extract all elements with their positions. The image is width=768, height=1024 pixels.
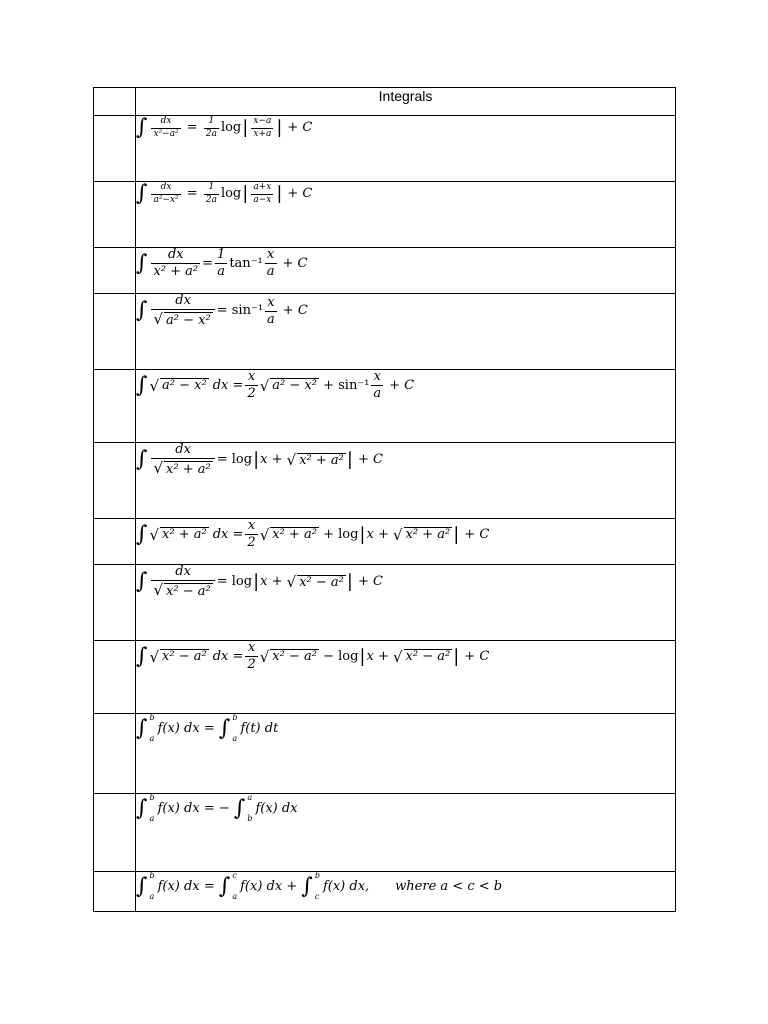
integral-sign: ∫	[218, 873, 231, 899]
integral-sign: ∫	[136, 250, 148, 276]
upper-limit: b	[149, 713, 155, 722]
formula	[136, 714, 278, 744]
formula-cell	[136, 248, 676, 294]
equals: =	[232, 377, 244, 393]
operator: +	[323, 377, 334, 393]
integral-sign: ∫	[233, 795, 246, 821]
operator: − log	[323, 648, 359, 664]
formula: ∫ $\frac{dx}{\text{√ x² − a²}}$ = log | x + √ x² − a² | + C	[136, 564, 383, 600]
frac-num: dx	[167, 247, 184, 262]
formula-tail: + C	[464, 526, 490, 542]
formula: ∫ $\frac{dx}{\text{√ x² + a²}}$ = log | x + √ x² + a² | + C	[136, 442, 383, 478]
index-cell	[94, 294, 136, 370]
index-cell	[94, 116, 136, 182]
log-fn: log	[220, 185, 242, 201]
table-row	[94, 182, 676, 248]
table-header: Integrals	[136, 88, 676, 116]
arg-num: x	[267, 294, 275, 310]
formula-cell	[136, 182, 676, 248]
arg-num: x	[373, 369, 381, 384]
radicand: x² + a²	[299, 452, 344, 468]
integral-sign: ∫	[136, 795, 148, 821]
half-den: 2	[247, 386, 256, 402]
radicand: x² − a²	[405, 649, 451, 665]
log-fn: log	[220, 119, 242, 135]
frac-num: dx	[175, 442, 191, 457]
coef-num: 1	[217, 247, 226, 262]
index-cell	[94, 519, 136, 565]
log-fn: log	[231, 574, 253, 590]
arg-den: a	[373, 386, 382, 402]
formula-tail: + C	[282, 255, 308, 271]
formula-tail: + C	[389, 377, 415, 393]
formula-cell	[136, 519, 676, 565]
formula-tail: + C	[282, 303, 308, 319]
function-name: sin⁻¹	[338, 377, 370, 393]
integrand: f(x) dx	[157, 800, 200, 816]
table-row	[94, 294, 676, 370]
equals: = −	[203, 800, 230, 816]
integral-sign: ∫	[136, 447, 148, 473]
table-row	[94, 794, 676, 872]
index-cell	[94, 370, 136, 443]
function-name: tan⁻¹	[229, 255, 263, 271]
arg-den: a	[267, 311, 275, 327]
table-row	[94, 519, 676, 565]
integral-sign: ∫	[136, 569, 148, 595]
lower-limit: b	[247, 814, 253, 824]
equals: =	[216, 452, 228, 468]
table-row	[94, 443, 676, 519]
differential: dx	[212, 648, 229, 664]
arg-num: x	[266, 247, 275, 262]
equals: =	[232, 648, 244, 664]
formula-tail: + C	[287, 185, 313, 201]
table-row	[94, 714, 676, 794]
index-cell	[94, 248, 136, 294]
frac-den: a²−x²	[153, 194, 179, 205]
coef-num: 1	[208, 181, 215, 192]
formula-cell	[136, 116, 676, 182]
upper-limit: b	[232, 713, 238, 722]
formula-cell	[136, 565, 676, 641]
lower-limit: a	[232, 892, 238, 902]
formula	[136, 794, 298, 824]
equals: =	[216, 574, 228, 590]
frac-num: dx	[175, 564, 191, 579]
index-cell	[94, 443, 136, 519]
index-cell	[94, 182, 136, 248]
operator: + log	[323, 526, 359, 542]
index-cell	[94, 88, 136, 116]
equals: =	[203, 720, 215, 736]
coef-den: 2a	[205, 128, 217, 139]
radicand: a² − x²	[162, 378, 207, 394]
upper-limit: a	[247, 793, 253, 802]
table-row	[94, 116, 676, 182]
differential: dx	[212, 526, 229, 542]
lower-limit: a	[149, 892, 155, 902]
half-num: x	[247, 369, 256, 384]
header-row	[94, 88, 676, 116]
lower-limit: c	[314, 892, 320, 902]
table-row	[94, 248, 676, 294]
index-cell	[94, 872, 136, 912]
frac-num: dx	[160, 181, 172, 192]
half-den: 2	[247, 657, 256, 673]
integral-sign: ∫	[301, 873, 313, 899]
integrand: f(t) dt	[240, 720, 279, 736]
abs-inner: x +	[366, 648, 389, 664]
abs-den: a−x	[253, 194, 272, 205]
table-row	[94, 872, 676, 912]
abs-den: x+a	[253, 128, 272, 139]
integrand: f(x) dx,	[322, 878, 370, 894]
half-den: 2	[247, 535, 256, 551]
formula-cell	[136, 714, 676, 794]
table-row	[94, 370, 676, 443]
frac-num: dx	[160, 115, 172, 126]
index-cell	[94, 714, 136, 794]
differential: dx	[212, 377, 229, 393]
formula: ∫ $\frac{dx}{\text{√ a² − x²}}$ = sin⁻¹ $\frac{x}{a}$ + C	[136, 293, 308, 329]
formula-cell	[136, 872, 676, 912]
formula-cell	[136, 794, 676, 872]
integrals-table	[93, 87, 676, 912]
integral-sign: ∫	[136, 521, 148, 547]
equals: =	[203, 878, 215, 894]
formula-cell	[136, 370, 676, 443]
equals: =	[202, 255, 214, 271]
equals: =	[232, 526, 244, 542]
coef-num: 1	[208, 115, 215, 126]
lower-limit: a	[149, 814, 155, 824]
radicand: x² + a²	[272, 527, 317, 543]
abs-inner: x +	[260, 574, 283, 590]
radicand: x² − a²	[299, 574, 344, 590]
formula: ∫ $\frac{dx}{\text{a²−x²}}$ = $\frac{1}{2a}$ log | $\frac{a+x}{a-x}$ | + C	[136, 181, 313, 206]
integral-sign: ∫	[136, 873, 148, 899]
formula	[136, 248, 308, 280]
index-cell	[94, 794, 136, 872]
radicand: x² + a²	[166, 462, 211, 478]
formula-tail: + C	[464, 648, 490, 664]
coef-den: 2a	[205, 194, 217, 205]
half-num: x	[247, 518, 256, 533]
coef-den: a	[217, 264, 226, 280]
equals: =	[216, 303, 228, 319]
radicand: a² − x²	[272, 378, 317, 394]
integral-sign: ∫	[136, 372, 148, 398]
formula-cell	[136, 641, 676, 714]
abs-num: x−a	[253, 115, 272, 126]
radicand: a² − x²	[166, 313, 211, 329]
frac-num: dx	[175, 293, 191, 308]
integral-sign: ∫	[136, 715, 148, 741]
integrand: f(x) dx	[157, 878, 200, 894]
function-name: sin⁻¹	[231, 303, 264, 319]
integral-sign: ∫	[218, 715, 231, 741]
formula-cell	[136, 294, 676, 370]
index-cell	[94, 641, 136, 714]
formula-cell	[136, 443, 676, 519]
formula: ∫ √ x² − a² dx = $\frac{x}{2}$ √ x² − a² − log | x + √ x² − a² | + C	[136, 640, 490, 673]
abs-inner: x +	[260, 452, 283, 468]
frac-den: x² + a²	[153, 264, 199, 280]
half-num: x	[247, 640, 256, 655]
formula: ∫ √ x² + a² dx = $\frac{x}{2}$ √ x² + a² + log | x + √ x² + a² | + C	[136, 518, 490, 551]
radicand: x² − a²	[272, 649, 317, 665]
formula: ∫ √ a² − x² dx = $\frac{x}{2}$ √ a² − x² + sin⁻¹ $\frac{x}{a}$ + C	[136, 369, 415, 402]
lower-limit: a	[232, 734, 238, 744]
lower-limit: a	[149, 734, 155, 744]
integrand: f(x) dx +	[240, 878, 298, 894]
arg-den: a	[266, 264, 275, 280]
radicand: x² + a²	[405, 527, 451, 543]
integral-sign: ∫	[136, 181, 148, 206]
upper-limit: b	[314, 871, 320, 880]
integral-sign: ∫	[136, 115, 148, 140]
radicand: x² − a²	[162, 649, 207, 665]
formula	[136, 872, 502, 902]
formula-tail: + C	[357, 574, 383, 590]
index-cell	[94, 565, 136, 641]
integrand: f(x) dx	[255, 800, 298, 816]
radicand: x² + a²	[162, 527, 207, 543]
formula-tail: + C	[357, 452, 383, 468]
formula: ∫ $\frac{dx}{\text{x²−a²}}$ = $\frac{1}{2a}$ log | $\frac{x-a}{x+a}$ | + C	[136, 115, 313, 140]
integrand: f(x) dx	[157, 720, 200, 736]
condition-text: where a < c < b	[395, 878, 503, 894]
abs-num: a+x	[253, 181, 272, 192]
abs-inner: x +	[366, 526, 389, 542]
integral-sign: ∫	[136, 298, 148, 324]
upper-limit: c	[232, 871, 237, 880]
integral-sign: ∫	[136, 643, 148, 669]
upper-limit: b	[149, 871, 155, 880]
radicand: x² − a²	[166, 584, 211, 600]
log-fn: log	[231, 452, 253, 468]
formula-tail: + C	[287, 119, 313, 135]
frac-den: x²−a²	[153, 128, 179, 139]
upper-limit: b	[149, 793, 155, 802]
table-row	[94, 565, 676, 641]
table-row	[94, 641, 676, 714]
